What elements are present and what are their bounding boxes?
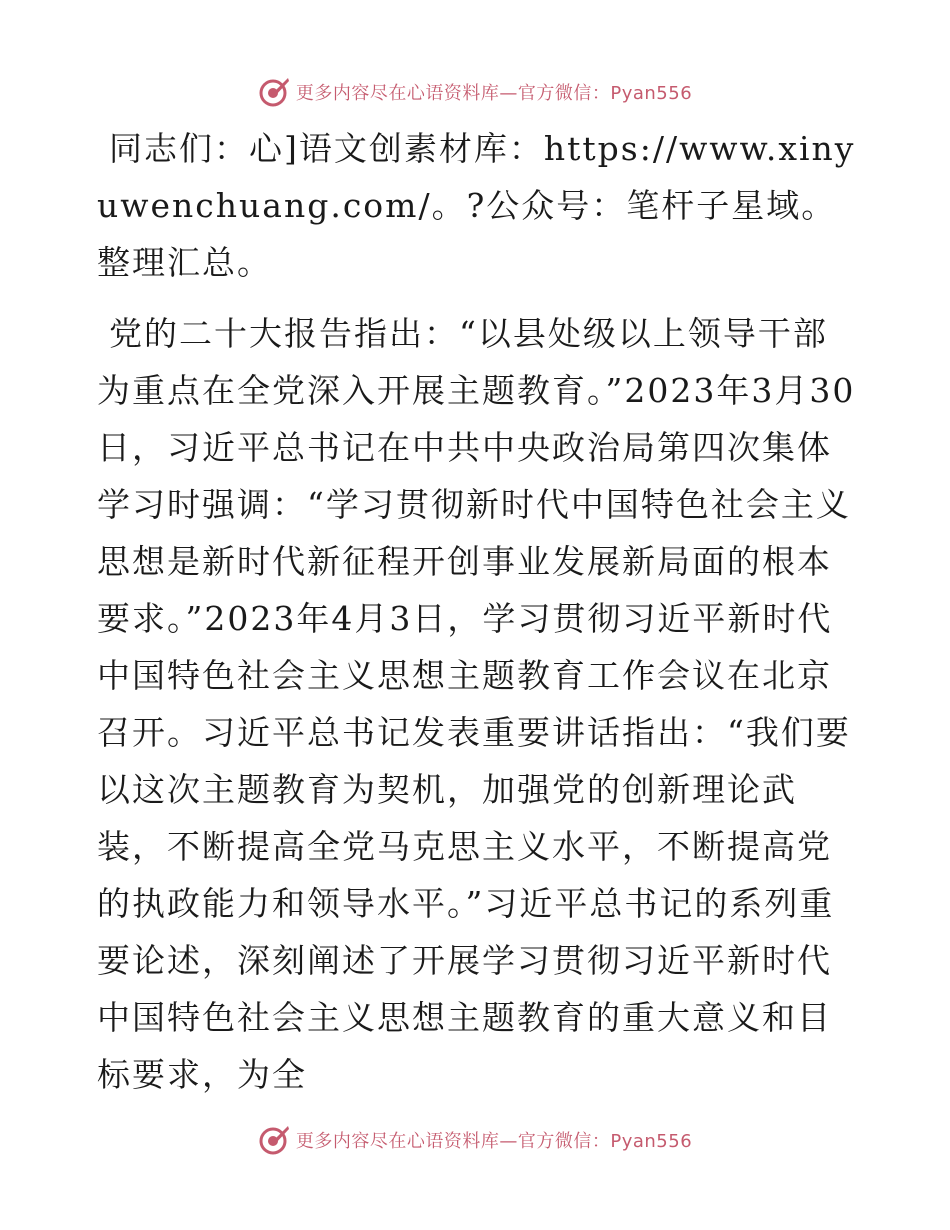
header-watermark <box>0 72 950 112</box>
paragraph-2: 党的二十大报告指出：“以县处级以上领导干部为重点在全党深入开展主题教育。”2023年3月30日，习近平总书记在中共中央政治局第四次集体学习时强调：“学习贯彻新时代中国特色社会主义思想是新时代新征程开创事业发展新局面的根本要求。”2023年4月3日，学习贯彻习近平新时代中国特色社会主义思想主题教育工作会议在北京召开。习近平总书记发表重要讲话指出：“我们要以这次主题教育为契机，加强党的创新理论武装，不断提高全党马克思主义水平，不断提高党的执政能力和领导水平。”习近平总书记的系列重要论述，深刻阐述了开展学习贯彻习近平新时代中国特色社会主义思想主题教育的重大意义和目标要求，为全 <box>97 314 856 1094</box>
paragraph-1: 同志们：心]语文创素材库：https://www.xinyuwenchuang.com/。?公众号：笔杆子星域。整理汇总。 <box>97 129 856 282</box>
quill-logo-icon <box>258 75 292 109</box>
footer-watermark <box>0 1120 950 1160</box>
watermark-text: 更多内容尽在心语资料库—官方微信：Pyan556 <box>295 83 693 104</box>
document-body <box>97 120 857 1103</box>
quill-logo-icon <box>258 1123 292 1157</box>
watermark-text: 更多内容尽在心语资料库—官方微信：Pyan556 <box>295 1131 693 1152</box>
